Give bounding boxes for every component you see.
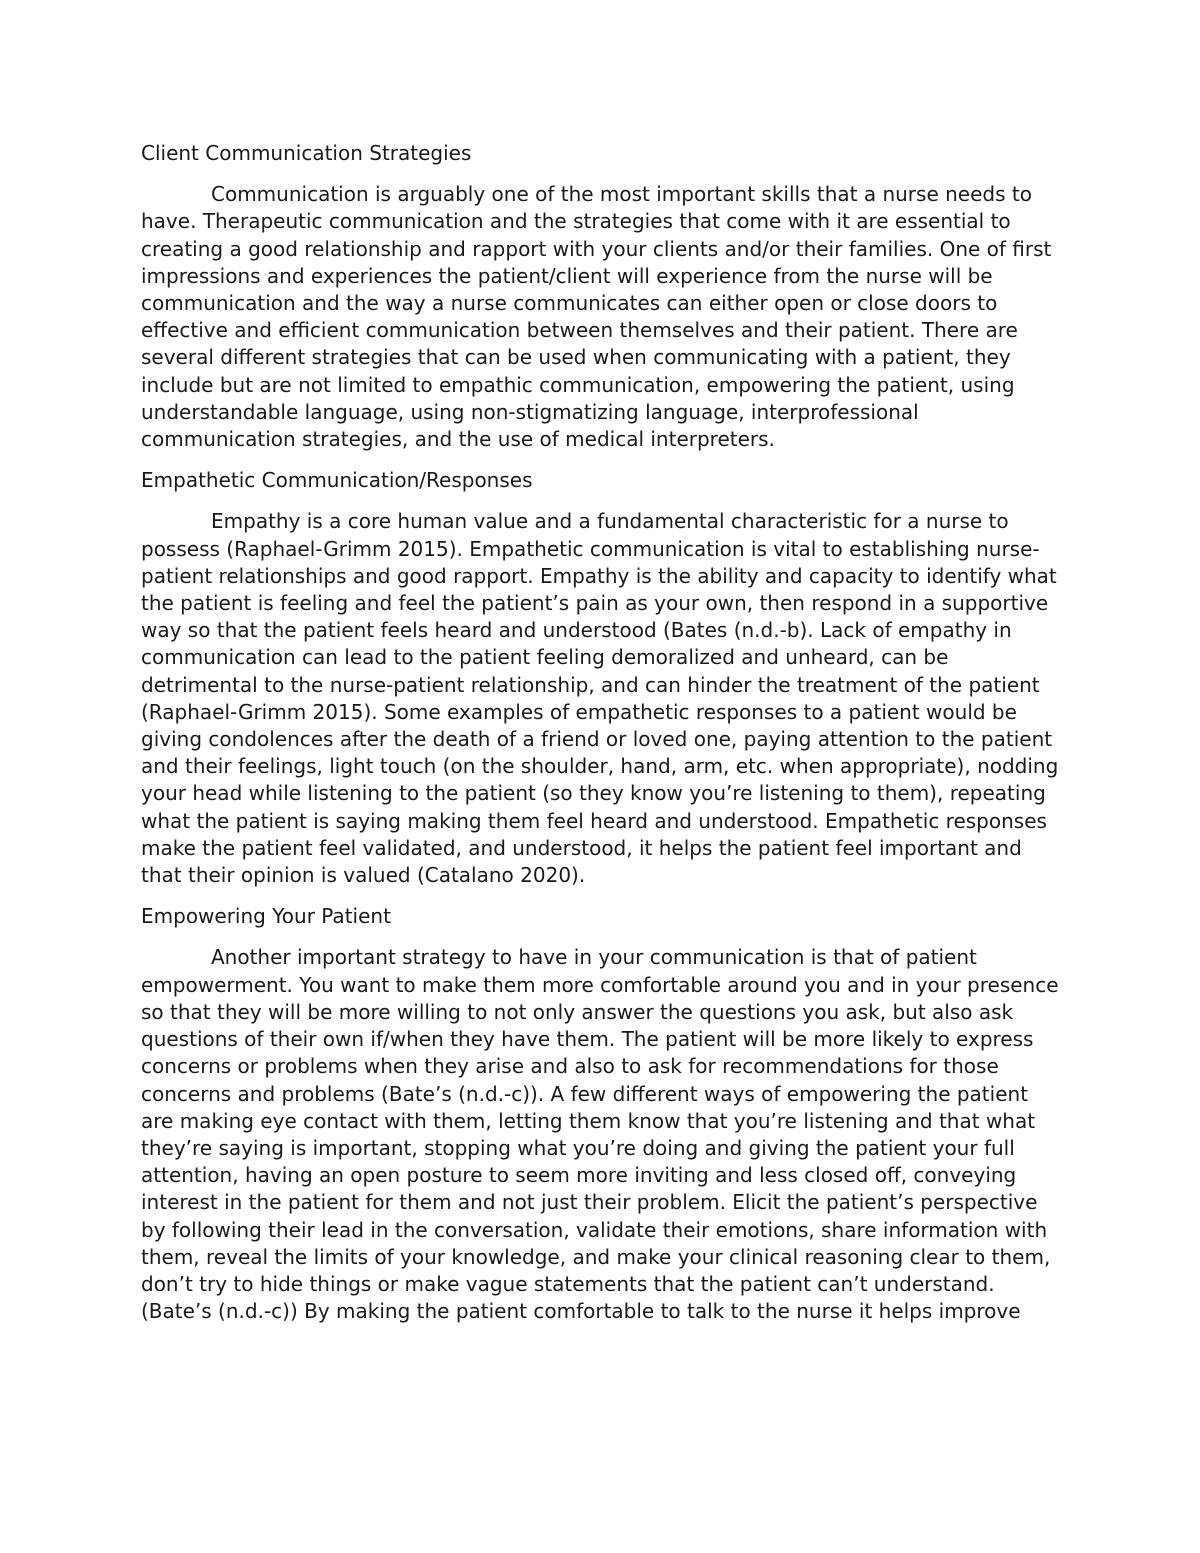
section-empowering-patient xyxy=(141,903,1061,1325)
section-heading: Empowering Your Patient xyxy=(141,904,391,929)
section-paragraph: Empathy is a core human value and a fundamental characteristic for a nurse to possess (Raphael-Grimm 2015). Empathetic communication is vital to establishing nurse-patient relationships and good rapport. Empathy is the ability and capacity to identify what the patient is feeling and feel the patient’s pain as your own, then respond in a supportive way so that the patient feels heard and understood (Bates (n.d.-b). Lack of empathy in communication can lead to the patient feeling demoralized and unheard, can be detrimental to the nurse-patient relationship, and can hinder the treatment of the patient (Raphael-Grimm 2015). Some examples of empathetic responses to a patient would be giving condolences after the death of a friend or loved one, paying attention to the patient and their feelings, light touch (on the shoulder, hand, arm, etc. when appropriate), nodding your head while listening to the patient (so they know you’re listening to them), repeating what the patient is saying making them feel heard and understood. Empathetic responses make the patient feel validated, and understood, it helps the patient feel important and that their opinion is valued (Catalano 2020). xyxy=(141,509,1059,888)
section-paragraph: Another important strategy to have in your communication is that of patient empowerment. You want to make them more comfortable around you and in your presence so that they will be more willing to not only answer the questions you ask, but also ask questions of their own if/when they have them. The patient will be more likely to express concerns or problems when they arise and also to ask for recommendations for those concerns and problems (Bate’s (n.d.-c)). A few different ways of empowering the patient are making eye contact with them, letting them know that you’re listening and that what they’re saying is important, stopping what you’re doing and giving the patient your full attention, having an open posture to seem more inviting and less closed off, conveying interest in the patient for them and not just their problem. Elicit the patient’s perspective by following their lead in the conversation, validate their emotions, share information with them, reveal the limits of your knowledge, and make your clinical reasoning clear to them, don’t try to hide things or make vague statements that the patient can’t understand.(Bate’s (n.d.-c)) By making the patient comfortable to talk to the nurse it helps improve xyxy=(141,945,1059,1324)
section-client-communication xyxy=(141,140,1061,453)
section-empathetic-communication xyxy=(141,467,1061,889)
section-heading: Empathetic Communication/Responses xyxy=(141,468,533,493)
document-body xyxy=(141,140,1061,1339)
section-paragraph: Communication is arguably one of the most important skills that a nurse needs to have. Therapeutic communication and the strategies that come with it are essential to creating a good relationship and rapport with your clients and/or their families. One of first impressions and experiences the patient/client will experience from the nurse will be communication and the way a nurse communicates can either open or close doors to effective and efficient communication between themselves and their patient. There are several different strategies that can be used when communicating with a patient, they include but are not limited to empathic communication, empowering the patient, using understandable language, using non-stigmatizing language, interprofessional communication strategies, and the use of medical interpreters. xyxy=(141,182,1052,452)
section-heading: Client Communication Strategies xyxy=(141,141,472,165)
